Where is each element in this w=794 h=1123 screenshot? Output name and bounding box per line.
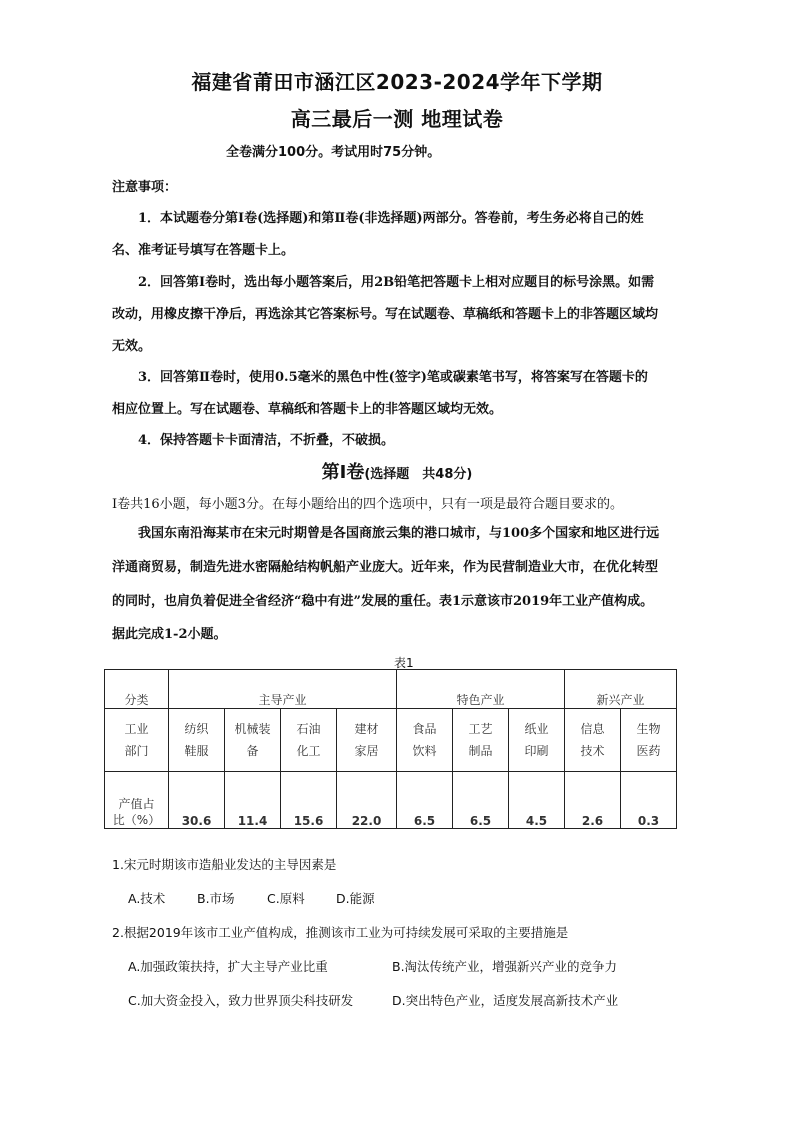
dept-label-l2: 部门 <box>124 744 149 758</box>
q1-option-a: A.技术 <box>128 891 166 906</box>
section-intro: Ⅰ卷共16小题，每小题3分。在每小题给出的四个选项中，只有一项是最符合题目要求的。 <box>112 497 623 512</box>
table-department-row <box>105 709 677 772</box>
table-value-row <box>105 772 677 829</box>
notice-item2-line3: 无效。 <box>112 339 152 354</box>
passage-line1: 我国东南沿海某市在宋元时期曾是各国商旅云集的港口城市，与100多个国家和地区进行远 <box>138 526 660 541</box>
notice-item1-line1: 1．本试题卷分第Ⅰ卷(选择题)和第Ⅱ卷(非选择题)两部分。答卷前，考生务必将自己的姓 <box>138 211 644 226</box>
value-cell: 6.5 <box>397 772 453 829</box>
q2-option-c: C.加大资金投入，致力世界顶尖科技研发 <box>128 993 354 1008</box>
q2-option-a: A.加强政策扶持，扩大主导产业比重 <box>128 959 328 974</box>
value-cell: 0.3 <box>621 772 677 829</box>
notice-item3-line1: 3．回答第Ⅱ卷时，使用0.5毫米的黑色中性(签字)笔或碳素笔书写，将答案写在答题卡的 <box>138 370 648 385</box>
group-emerging: 新兴产业 <box>565 670 677 709</box>
dept-cell: 生物 医药 <box>621 709 677 772</box>
row-label-department <box>105 709 169 772</box>
q1-option-d: D.能源 <box>336 891 375 906</box>
value-cell: 15.6 <box>281 772 337 829</box>
notice-item2-line1: 2．回答第Ⅰ卷时，选出每小题答案后，用2B铅笔把答题卡上相对应题目的标号涂黑。如需 <box>138 275 655 290</box>
question-1: 1.宋元时期该市造船业发达的主导因素是 <box>112 857 337 872</box>
passage-line2: 洋通商贸易，制造先进水密隔舱结构帆船产业庞大。近年来，作为民营制造业大市，在优化转型 <box>112 560 659 575</box>
row-label-value: 产值占 比（%） <box>105 772 169 829</box>
q1-option-c: C.原料 <box>267 891 305 906</box>
q2-option-b: B.淘汰传统产业，增强新兴产业的竞争力 <box>392 959 618 974</box>
dept-cell: 纸业 印刷 <box>509 709 565 772</box>
notice-item4: 4．保持答题卡卡面清洁，不折叠，不破损。 <box>138 433 395 448</box>
q2-option-d: D.突出特色产业，适度发展高新技术产业 <box>392 993 619 1008</box>
question-2: 2.根据2019年该市工业产值构成，推测该市工业为可持续发展可采取的主要措施是 <box>112 925 569 940</box>
dept-cell: 工艺 制品 <box>453 709 509 772</box>
table-header-row <box>105 670 677 709</box>
value-cell: 22.0 <box>337 772 397 829</box>
exam-title-line2: 高三最后一测 地理试卷 <box>290 107 504 131</box>
dept-cell: 食品 饮料 <box>397 709 453 772</box>
section-title-main: 第Ⅰ卷 <box>321 462 365 483</box>
value-cell: 30.6 <box>169 772 225 829</box>
dept-label-l1: 工业 <box>124 722 149 736</box>
section-title-sub: (选择题 共48分) <box>364 467 473 482</box>
score-note: 全卷满分100分。考试用时75分钟。 <box>226 145 441 160</box>
dept-cell: 建材 家居 <box>337 709 397 772</box>
dept-cell: 机械装 备 <box>225 709 281 772</box>
group-featured: 特色产业 <box>397 670 565 709</box>
table-caption: 表1 <box>394 656 414 670</box>
dept-cell: 石油 化工 <box>281 709 337 772</box>
dept-cell: 信息 技术 <box>565 709 621 772</box>
notice-item2-line2: 改动，用橡皮擦干净后，再选涂其它答案标号。写在试题卷、草稿纸和答题卡上的非答题区域均 <box>112 307 659 322</box>
q1-option-b: B.市场 <box>197 891 235 906</box>
passage-line4: 据此完成1-2小题。 <box>112 627 227 642</box>
notice-heading: 注意事项： <box>112 180 178 195</box>
value-cell: 11.4 <box>225 772 281 829</box>
dept-cell: 纺织 鞋服 <box>169 709 225 772</box>
notice-item3-line2: 相应位置上。写在试题卷、草稿纸和答题卡上的非答题区域均无效。 <box>112 402 503 417</box>
value-cell: 2.6 <box>565 772 621 829</box>
section-title <box>0 458 794 484</box>
row-label-category: 分类 <box>105 670 169 709</box>
industry-table <box>104 669 677 829</box>
value-cell: 6.5 <box>453 772 509 829</box>
notice-item1-line2: 名、准考证号填写在答题卡上。 <box>112 243 295 258</box>
exam-title-line1: 福建省莆田市涵江区2023-2024学年下学期 <box>191 70 603 94</box>
passage-line3: 的同时，也肩负着促进全省经济“稳中有进”发展的重任。表1示意该市2019年工业产值构成。 <box>112 594 654 609</box>
group-leading: 主导产业 <box>169 670 397 709</box>
value-cell: 4.5 <box>509 772 565 829</box>
